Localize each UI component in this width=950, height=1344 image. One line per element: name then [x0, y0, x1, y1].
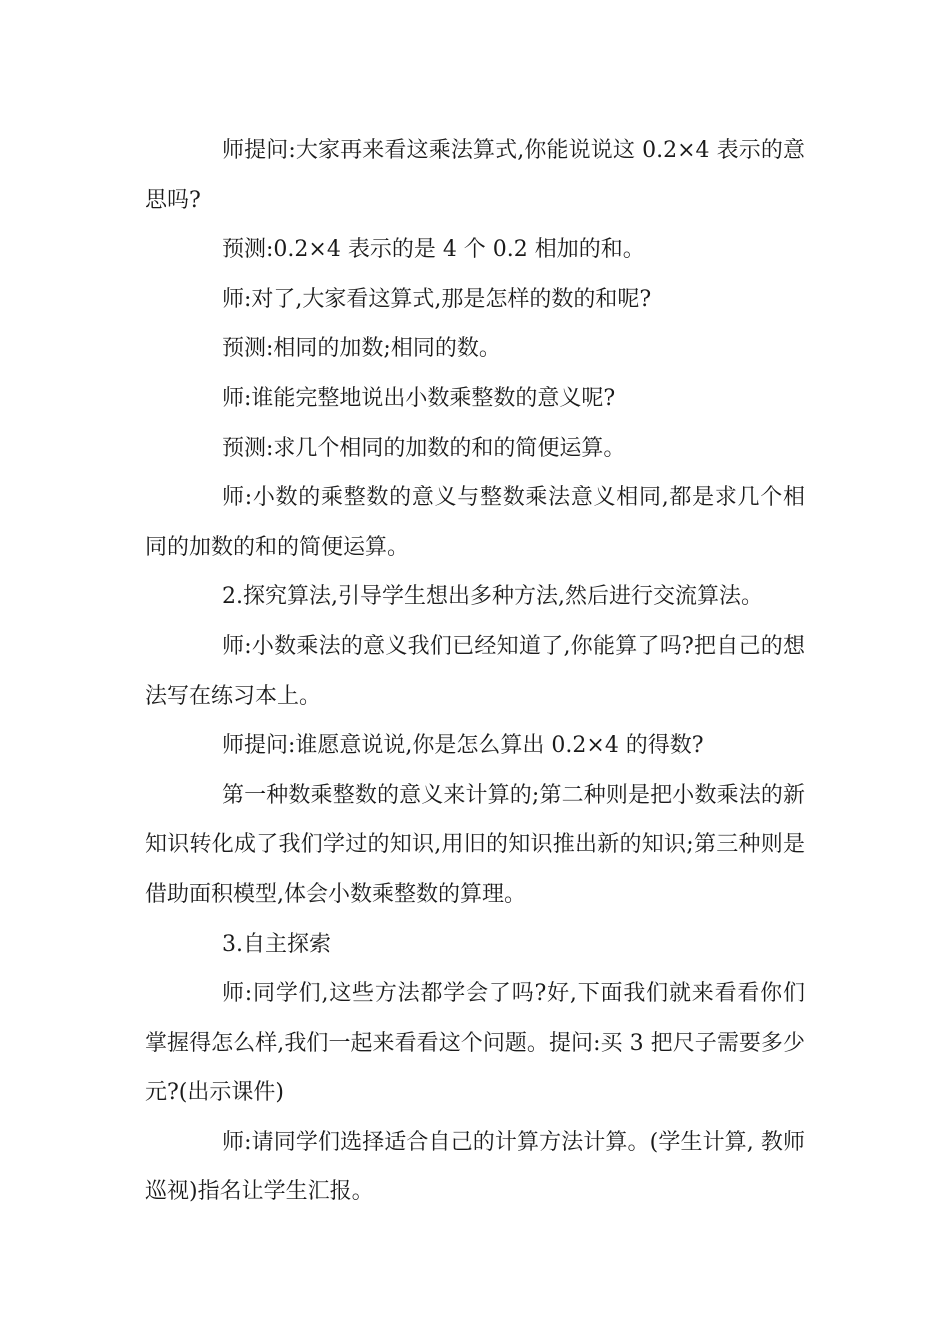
paragraph: 预测:0.2×4 表示的是 4 个 0.2 相加的和。 [222, 237, 645, 263]
paragraph: 师提问:谁愿意说说,你是怎么算出 0.2×4 的得数? [222, 733, 704, 759]
paragraph: 师:对了,大家看这算式,那是怎样的数的和呢? [222, 286, 652, 312]
paragraph: 师:谁能完整地说出小数乘整数的意义呢? [222, 385, 616, 411]
paragraph: 师:小数的乘整数的意义与整数乘法意义相同,都是求几个相同的加数的和的简便运算。 [145, 485, 805, 560]
paragraph: 师:请同学们选择适合自己的计算方法计算。(学生计算, 教师巡视)指名让学生汇报。 [145, 1129, 805, 1205]
paragraph: 师:同学们,这些方法都学会了吗?好,下面我们就来看看你们掌握得怎么样,我们一起来看看这个问题。提问:买 3 把尺子需要多少元?(出示课件) [145, 981, 805, 1106]
paragraph: 师:小数乘法的意义我们已经知道了,你能算了吗?把自己的想法写在练习本上。 [145, 633, 805, 709]
paragraph: 第一种数乘整数的意义来计算的;第二种则是把小数乘法的新知识转化成了我们学过的知识,用旧的知识推出新的知识;第三种则是借助面积模型,体会小数乘整数的算理。 [145, 782, 805, 907]
document-body [145, 126, 805, 1217]
paragraph: 师提问:大家再来看这乘法算式,你能说说这 0.2×4 表示的意思吗? [145, 138, 805, 213]
paragraph: 预测:求几个相同的加数的和的简便运算。 [222, 435, 626, 461]
section-heading: 2.探究算法,引导学生想出多种方法,然后进行交流算法。 [222, 584, 763, 610]
paragraph: 预测:相同的加数;相同的数。 [222, 336, 501, 362]
section-heading: 3.自主探索 [222, 931, 331, 957]
